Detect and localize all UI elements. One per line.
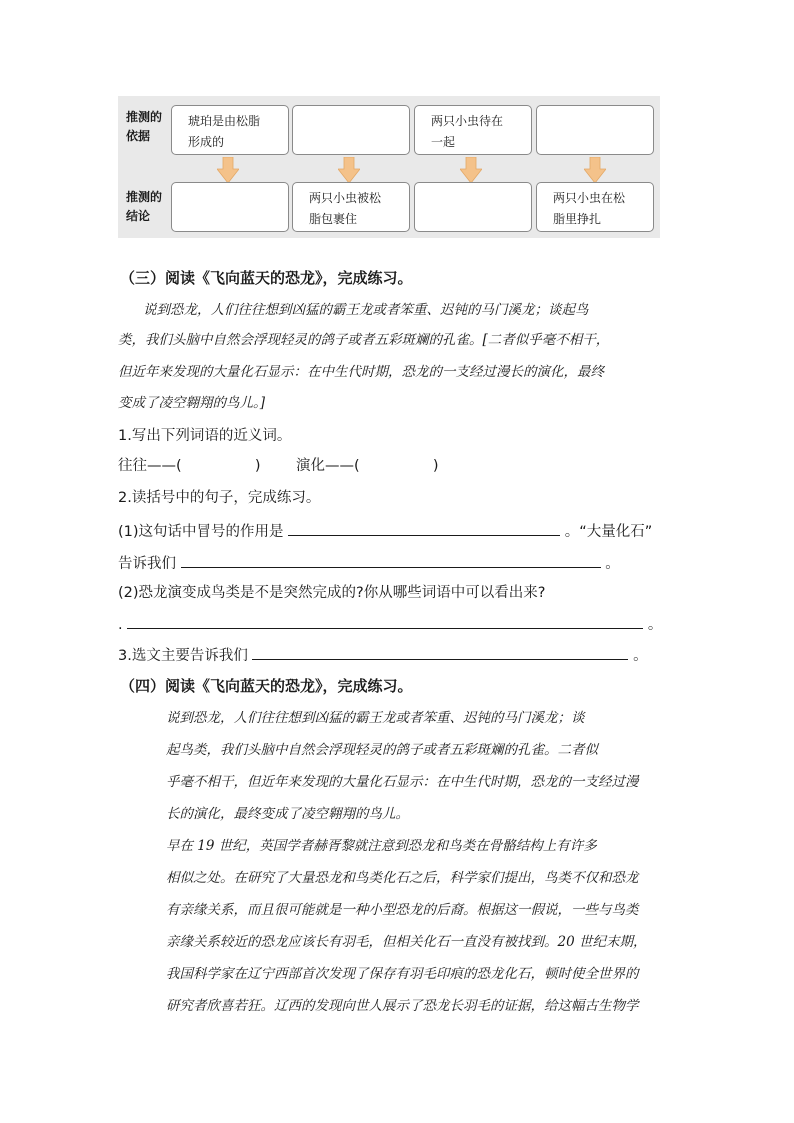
row-label-conclusion-line1: 推测的 (126, 190, 163, 204)
q2-1c-end: 。 (605, 556, 620, 572)
section4-passage-line: 有亲缘关系，而且很可能就是一种小型恐龙的后裔。根据这一假说，一些与鸟类 (166, 902, 639, 918)
section4-heading: （四）阅读《飞向蓝天的恐龙》，完成练习。 (120, 677, 413, 695)
section3-heading: （三）阅读《飞向蓝天的恐龙》，完成练习。 (120, 269, 413, 287)
section4-passage-line: 亲缘关系较近的恐龙应该长有羽毛，但相关化石一直没有被找到。20 世纪末期， (166, 934, 647, 950)
question-2-2-answer (118, 613, 662, 635)
q2-1-text: (1)这句话中冒号的作用是 (118, 524, 284, 540)
conclusion-box-1[interactable] (171, 182, 289, 232)
question-1-item-1 (118, 456, 261, 476)
q2-2-answer-line[interactable] (127, 613, 643, 629)
basis-box-1[interactable] (171, 105, 289, 155)
basis-box-2[interactable] (292, 105, 410, 155)
basis-box-1-line1: 琥珀是由松脂 (188, 114, 261, 128)
conclusion-box-2-line2: 脂包裹住 (309, 212, 358, 226)
basis-box-4[interactable] (536, 105, 654, 155)
question-2-1-cont (118, 552, 620, 574)
reasoning-diagram (118, 96, 660, 238)
basis-box-3-line2: 一起 (431, 135, 456, 149)
basis-box-3-line1: 两只小虫待在 (431, 114, 504, 128)
q2-1-text-cont: 。“大量化石” (564, 524, 653, 540)
down-arrow-icon (460, 157, 482, 183)
question-1: 1.写出下列词语的近义词。 (118, 428, 292, 444)
row-label-basis-line2: 依据 (126, 129, 151, 143)
section4-passage-line: 早在 19 世纪，英国学者赫胥黎就注意到恐龙和鸟类在骨骼结构上有许多 (166, 838, 597, 854)
conclusion-box-4-line2: 脂里挣扎 (553, 212, 602, 226)
row-label-conclusion-line2: 结论 (126, 209, 151, 223)
down-arrow-icon (217, 157, 239, 183)
question-1-item-2 (296, 456, 439, 476)
question-2: 2.读括号中的句子，完成练习。 (118, 490, 321, 506)
conclusion-box-2[interactable] (292, 182, 410, 232)
conclusion-box-3[interactable] (414, 182, 532, 232)
row-label-conclusion (126, 188, 174, 226)
conclusion-box-4[interactable] (536, 182, 654, 232)
basis-box-1-line2: 形成的 (188, 135, 225, 149)
q2-2-end: 。 (647, 617, 663, 633)
q2-1-answer-line[interactable] (288, 520, 560, 536)
section3-passage-line: 说到恐龙，人们往往想到凶猛的霸王龙或者笨重、迟钝的马门溪龙；谈起鸟 (143, 302, 589, 318)
section4-passage-line: 长的演化，最终变成了凌空翱翔的鸟儿。 (166, 806, 409, 822)
q3-end: 。 (633, 648, 648, 664)
section4-passage-line: 研究者欣喜若狂。辽西的发现向世人展示了恐龙长羽毛的证据，给这幅古生物学 (166, 998, 639, 1014)
q2-2-start: . (118, 617, 123, 633)
q1-item1-close: ) (254, 458, 261, 474)
q2-1c-text: 告诉我们 (118, 556, 176, 572)
section4-passage-line: 相似之处。在研究了大量恐龙和鸟类化石之后，科学家们提出，鸟类不仅和恐龙 (166, 870, 639, 886)
section4-passage-line: 起鸟类，我们头脑中自然会浮现轻灵的鸽子或者五彩斑斓的孔雀。二者似 (166, 742, 598, 758)
conclusion-box-2-line1: 两只小虫被松 (309, 191, 382, 205)
row-label-basis-line1: 推测的 (126, 110, 163, 124)
q1-item2-label: 演化——( (296, 458, 360, 474)
q3-text: 3.选文主要告诉我们 (118, 648, 248, 664)
question-2-1 (118, 520, 652, 542)
conclusion-box-4-line1: 两只小虫在松 (553, 191, 626, 205)
down-arrow-icon (338, 157, 360, 183)
down-arrow-icon (584, 157, 606, 183)
question-3 (118, 644, 648, 666)
question-2-2: (2)恐龙演变成鸟类是不是突然完成的?你从哪些词语中可以看出来? (118, 585, 546, 601)
basis-box-3[interactable] (414, 105, 532, 155)
section3-passage-line: 变成了凌空翱翔的鸟儿。] (118, 395, 266, 411)
q1-item2-close: ) (432, 458, 439, 474)
q2-1c-answer-line[interactable] (181, 552, 601, 568)
q3-answer-line[interactable] (252, 644, 628, 660)
section3-passage-line: 但近年来发现的大量化石显示：在中生代时期，恐龙的一支经过漫长的演化，最终 (118, 364, 604, 380)
section4-passage-line: 乎毫不相干，但近年来发现的大量化石显示：在中生代时期，恐龙的一支经过漫 (166, 774, 639, 790)
section4-passage-line: 说到恐龙，人们往往想到凶猛的霸王龙或者笨重、迟钝的马门溪龙；谈 (166, 710, 585, 726)
section3-passage-line: 类，我们头脑中自然会浮现轻灵的鸽子或者五彩斑斓的孔雀。[二者似乎毫不相干， (118, 332, 610, 348)
row-label-basis (126, 108, 174, 146)
section4-passage-line: 我国科学家在辽宁西部首次发现了保存有羽毛印痕的恐龙化石，顿时使全世界的 (166, 966, 639, 982)
q1-item1-label: 往往——( (118, 458, 182, 474)
